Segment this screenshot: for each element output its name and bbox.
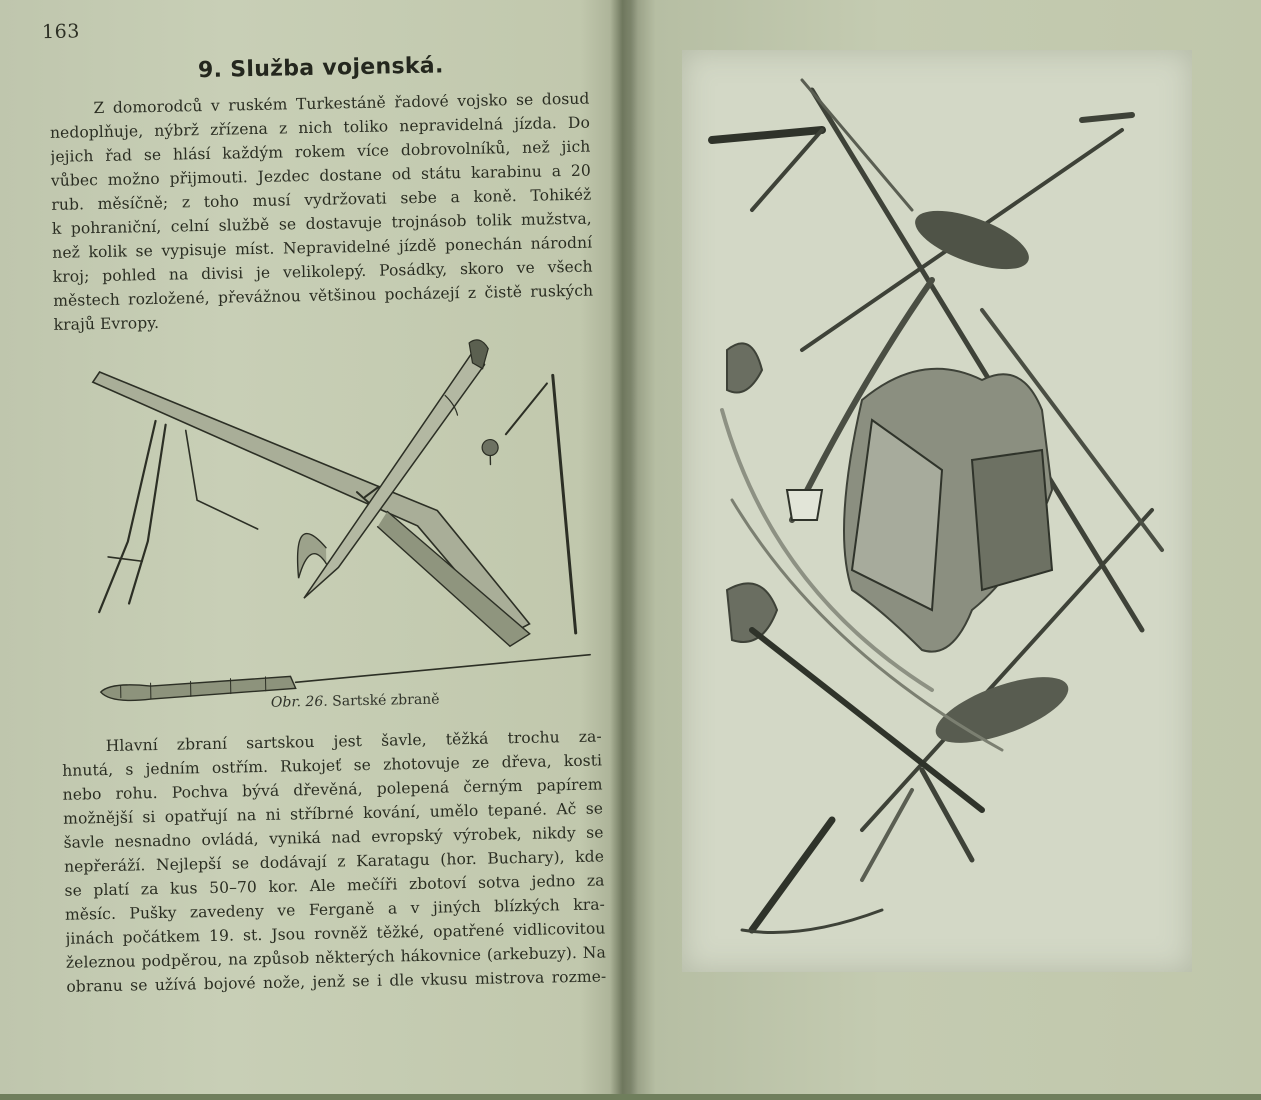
musket-illustration (93, 364, 530, 654)
text-line: krajů Evropy. (53, 313, 160, 334)
figure26-caption (271, 692, 440, 711)
text-line: jinách počátkem 19. st. Jsou rovněž těžké, opatřené vidlicovitou (65, 919, 606, 948)
text-line: obranu se užívá bojové nože, jenž se i dle vkusu mistrova rozme- (66, 967, 607, 996)
text-line: měsíc. Pušky zavedeny ve Ferganě a v jiných blízkých kra- (64, 895, 606, 924)
text-line: Z domorodců v ruském Turkestáně řadové vojsko se dosud (93, 89, 590, 118)
text-line: nebo rohu. Pochva bývá dřevěná, polepená černým papírem (62, 775, 603, 804)
caption-number: Obr. 26. (270, 693, 328, 711)
paragraph-sart-weapons (62, 724, 607, 998)
chapter-title: 9. Služba vojenská. (197, 53, 444, 84)
figure-kyrgyz-weapons (682, 50, 1192, 972)
text-line: možnější si opatřují na ni stříbrné kování, umělo tepané. Ač se (62, 799, 604, 828)
figure-sart-weapons (84, 333, 601, 713)
right-page (632, 0, 1261, 1094)
caption-text (1240, 598, 1261, 614)
text-line: Hlavní zbraní sartskou jest šavle, těžká trochu za- (105, 727, 602, 755)
text-line: se platí za kus 50–70 kor. Ale mečíři zbotoví sotva jedno za (64, 871, 605, 900)
text-line: jejich řad se hlásí každým rokem více dobrovolníků, než jich (50, 137, 591, 166)
figure27-caption (1232, 410, 1256, 630)
text-line: než kolik se vypisuje míst. Nepravidelné jízdě ponechán národní (52, 233, 593, 262)
caption-text: Sartské zbraně (332, 691, 440, 710)
text-line: železnou podpěrou, na způsob některých hákovnice (arkebuzy). Na (65, 943, 607, 972)
text-line: městech rozložené, převážnou většinou pocházejí z čistě ruských (53, 281, 594, 310)
text-line: k pohraniční, celní službě se dostavuje trojnásob tolik mužstva, (51, 209, 592, 238)
text-line: nepřeráží. Nejlepší se dodávají z Karatagu (hor. Buchary), kde (63, 847, 605, 876)
page-number: 163 (41, 20, 81, 44)
text-line: vůbec možno přijmouti. Jezdec dostane od státu karabinu a 20 (50, 161, 591, 190)
text-line: kroj; pohled na divisi je velikolepý. Posádky, skoro ve všech (52, 257, 593, 286)
paragraph-military-service (49, 87, 594, 337)
text-line: hnutá, s jedním ostřím. Rukojeť se zhotovuje ze dřeva, kosti (62, 751, 603, 780)
text-line: nedoplňuje, nýbrž zřízena z nich toliko nepravidelná jízda. Do (49, 113, 591, 142)
kyrgyz-weapons-photo (682, 50, 1192, 972)
text-line: rub. měsíčně; z toho musí vydržovati sebe a koně. Tohikéž (51, 185, 592, 214)
text-line: šavle nesnadno ovládá, vyniká nad evropský výrobek, nikdy se (63, 823, 604, 852)
